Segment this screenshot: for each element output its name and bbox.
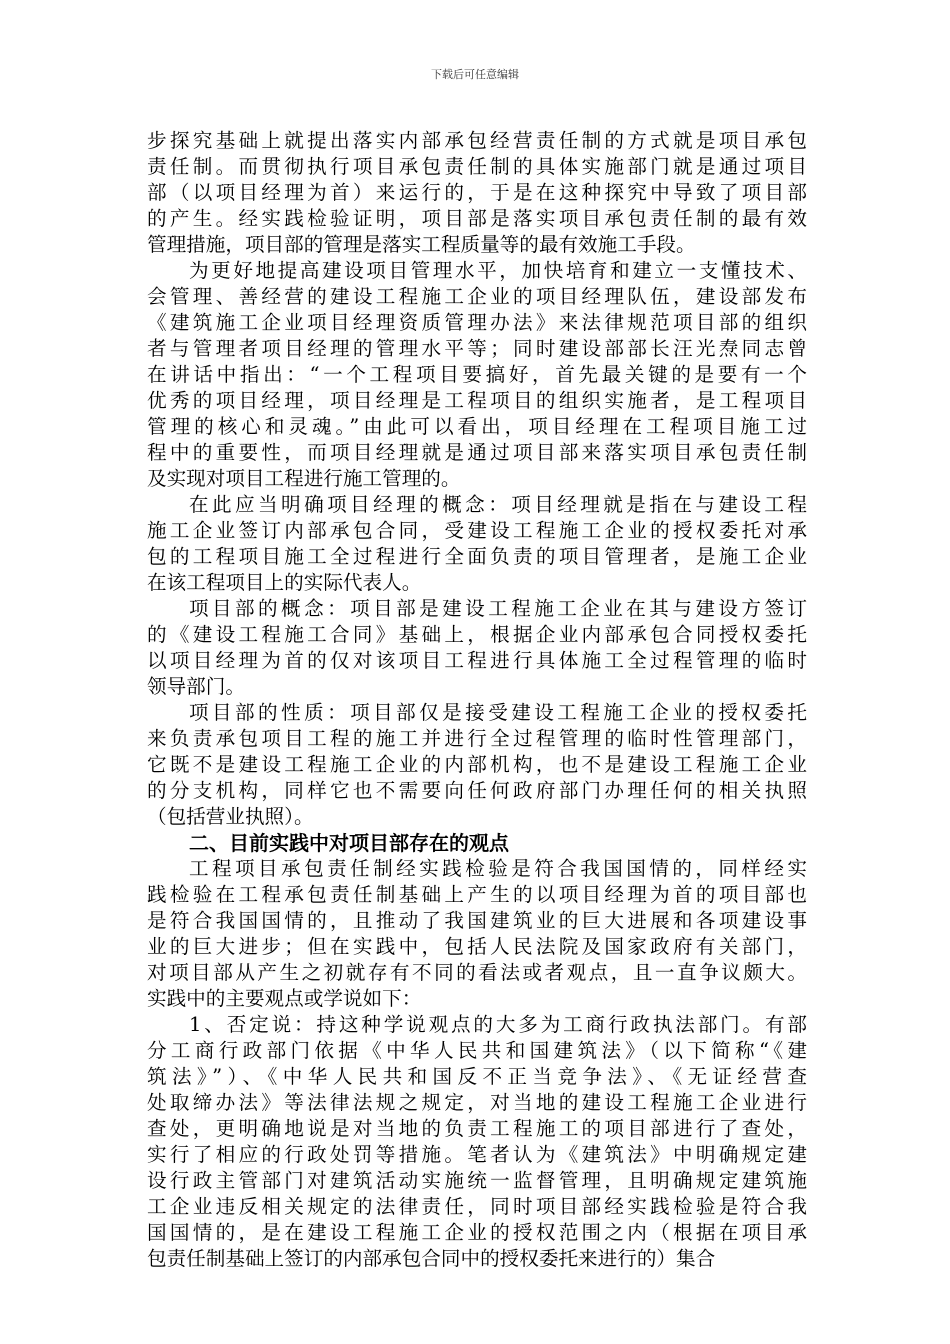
text-line: 领导部门。 [147, 675, 245, 698]
text-line: 工程项目承包责任制经实践检验是符合我国国情的，同样经实 [189, 857, 807, 880]
text-line: 优秀的项目经理，项目经理是工程项目的组织实施者，是工程项目 [147, 389, 807, 412]
text-line: 它既不是建设工程施工企业的内部机构，也不是建设工程施工企业 [147, 753, 807, 776]
text-line: 者与管理者项目经理的管理水平等；同时建设部部长汪光焘同志曾 [147, 337, 807, 360]
text-line: 程中的重要性，而项目经理就是通过项目部来落实项目承包责任制 [147, 441, 807, 464]
text-line: 在此应当明确项目经理的概念：项目经理就是指在与建设工程 [189, 493, 807, 516]
text-line: 的分支机构，同样它也不需要向任何政府部门办理任何的相关执照 [147, 779, 807, 802]
section-part-2 [147, 856, 807, 1272]
text-line: 包责任制基础上签订的内部承包合同中的授权委托来进行的）集合 [147, 1247, 716, 1270]
text-line: 实行了相应的行政处罚等措施。笔者认为《建筑法》中明确规定建 [147, 1143, 807, 1166]
text-line: 践检验在工程承包责任制基础上产生的以项目经理为首的项目部也 [147, 883, 807, 906]
text-line: 是符合我国国情的，且推动了我国建筑业的巨大进展和各项建设事 [147, 909, 807, 932]
text-line: 以项目经理为首的仅对该项目工程进行具体施工全过程管理的临时 [147, 649, 807, 672]
text-line: 包的工程项目施工全过程进行全面负责的项目管理者，是施工企业 [147, 545, 807, 568]
text-line: 在该工程项目上的实际代表人。 [147, 571, 422, 594]
text-line: 工企业违反相关规定的法律责任，同时项目部经实践检验是符合我 [147, 1195, 807, 1218]
text-line: 及实现对项目工程进行施工管理的。 [147, 467, 461, 490]
text-line: 实践中的主要观点或学说如下： [147, 987, 422, 1010]
text-line: 筑法》”）、《中华人民共和国反不正当竞争法》、《无证经营查 [147, 1065, 807, 1088]
text-line: 会管理、善经营的建设工程施工企业的项目经理队伍，建设部发布 [147, 285, 807, 308]
text-line: 步探究基础上就提出落实内部承包经营责任制的方式就是项目承包 [147, 129, 807, 152]
document-body [147, 128, 807, 1272]
text-line: 处取缔办法》等法律法规之规定，对当地的建设工程施工企业进行 [147, 1091, 807, 1114]
paragraph [147, 1012, 807, 1272]
text-line: 业的巨大进步；但在实践中，包括人民法院及国家政府有关部门， [147, 935, 807, 958]
paragraph [147, 258, 807, 492]
paragraph [147, 856, 807, 1012]
text-line: 在讲话中指出：“一个工程项目要搞好，首先最关键的是要有一个 [147, 363, 807, 386]
text-line: 施工企业签订内部承包合同，受建设工程施工企业的授权委托对承 [147, 519, 807, 542]
section-part-1 [147, 128, 807, 830]
text-line: 的《建设工程施工合同》基础上，根据企业内部承包合同授权委托 [147, 623, 807, 646]
text-line: 《建筑施工企业项目经理资质管理办法》来法律规范项目部的组织 [147, 311, 807, 334]
paragraph [147, 700, 807, 830]
text-line: 对项目部从产生之初就存有不同的看法或者观点，且一直争议颇大。 [147, 961, 807, 984]
text-line: 分工商行政部门依据《中华人民共和国建筑法》（以下简称“《建 [147, 1039, 807, 1062]
text-line: 的产生。经实践检验证明，项目部是落实项目承包责任制的最有效 [147, 207, 807, 230]
text-line: 项目部的概念：项目部是建设工程施工企业在其与建设方签订 [189, 597, 807, 620]
text-line: 来负责承包项目工程的施工并进行全过程管理的临时性管理部门， [147, 727, 807, 750]
paragraph [147, 596, 807, 700]
text-line: 责任制。而贯彻执行项目承包责任制的具体实施部门就是通过项目 [147, 155, 807, 178]
text-line: （包括营业执照）。 [147, 805, 314, 828]
text-line: 查处，更明确地说是对当地的负责工程施工的项目部进行了查处， [147, 1117, 807, 1140]
text-line: 管理的核心和灵魂。”由此可以看出，项目经理在工程项目施工过 [147, 415, 807, 438]
text-line: 管理措施，项目部的管理是落实工程质量等的最有效施工手段。 [147, 233, 696, 256]
paragraph [147, 492, 807, 596]
paragraph [147, 128, 807, 258]
text-line: 国国情的，是在建设工程施工企业的授权范围之内（根据在项目承 [147, 1221, 807, 1244]
text-line: 为更好地提高建设项目管理水平，加快培育和建立一支懂技术、 [189, 259, 807, 282]
text-line: 项目部的性质：项目部仅是接受建设工程施工企业的授权委托 [189, 701, 807, 724]
text-line: 设行政主管部门对建筑活动实施统一监督管理，且明确规定建筑施 [147, 1169, 807, 1192]
page-header: 下载后可任意编辑 [431, 68, 519, 81]
text-line: 1、否定说：持这种学说观点的大多为工商行政执法部门。有部 [189, 1013, 807, 1036]
text-line: 部（以项目经理为首）来运行的，于是在这种探究中导致了项目部 [147, 181, 807, 204]
section-heading: 二、目前实践中对项目部存在的观点 [189, 831, 509, 855]
